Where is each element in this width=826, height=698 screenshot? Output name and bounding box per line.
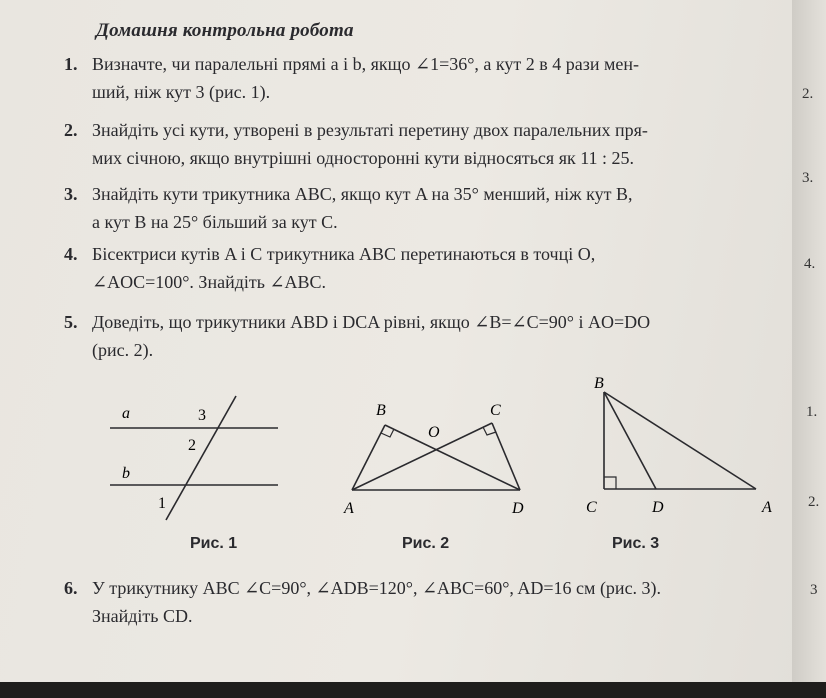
- problem-text-line: Знайдіть усі кути, утворені в результаті перетину двох паралельних пря-: [92, 120, 648, 140]
- problem-4: [64, 240, 595, 296]
- problem-text-line: мих січною, якщо внутрішні односторонні кути відносяться як 11 : 25.: [92, 148, 635, 168]
- segment-BD: [604, 392, 656, 489]
- segment-AB: [352, 425, 385, 490]
- figure-1: [108, 388, 288, 528]
- margin-number: 2.: [808, 494, 820, 510]
- problem-number: 4.: [64, 244, 78, 264]
- label-B: B: [376, 402, 386, 419]
- label-b: b: [122, 465, 130, 482]
- segment-DC: [492, 423, 520, 490]
- margin-number: 3: [810, 582, 818, 598]
- segment-BA: [604, 392, 756, 489]
- problem-text-line: ший, ніж кут 3 (рис. 1).: [92, 82, 271, 102]
- angle-1-label: 1: [158, 495, 166, 512]
- problem-text-line: Визначте, чи паралельні прямі a і b, якщо ∠1=36°, а кут 2 в 4 рази мен-: [92, 54, 640, 74]
- label-B: B: [594, 375, 604, 392]
- margin-number: 3.: [802, 170, 814, 186]
- problem-text-line: Знайдіть кути трикутника ABC, якщо кут A на 35° менший, ніж кут B,: [92, 184, 633, 204]
- right-angle-mark-C: [604, 477, 616, 489]
- margin-number: 2.: [802, 86, 814, 102]
- figure-2: [340, 395, 540, 525]
- label-A: A: [762, 499, 772, 516]
- angle-2-label: 2: [188, 437, 196, 454]
- page-title: Домашня контрольна робота: [96, 20, 354, 41]
- margin-number: 1.: [806, 404, 818, 420]
- figure-1-caption: Рис. 1: [190, 535, 238, 552]
- label-C: C: [490, 402, 501, 419]
- problem-1: [64, 50, 639, 106]
- problem-text-line: а кут B на 25° більший за кут C.: [92, 212, 338, 232]
- problem-3: [64, 180, 632, 236]
- label-D: D: [512, 500, 524, 517]
- problem-text-line: Бісектриси кутів A і C трикутника ABC перетинаються в точці O,: [92, 244, 596, 264]
- label-O: O: [428, 424, 440, 441]
- problem-text-line: У трикутнику ABC ∠C=90°, ∠ADB=120°, ∠ABC=60°, AD=16 см (рис. 3).: [92, 578, 662, 598]
- problem-text-line: Доведіть, що трикутники ABD і DCA рівні, якщо ∠B=∠C=90° і AO=DO: [92, 312, 651, 332]
- problem-text-line: Знайдіть CD.: [92, 606, 193, 626]
- label-D: D: [652, 499, 664, 516]
- problem-text-line: (рис. 2).: [92, 340, 154, 360]
- problem-2: [64, 116, 648, 172]
- label-C: C: [586, 499, 597, 516]
- segment-CA: [352, 423, 492, 490]
- problem-6: [64, 574, 661, 630]
- problem-5: [64, 308, 650, 364]
- figure-2-caption: Рис. 2: [402, 535, 450, 552]
- label-a: a: [122, 405, 130, 422]
- background-surface: [0, 682, 826, 698]
- problem-number: 5.: [64, 312, 78, 332]
- problem-text-line: ∠AOC=100°. Знайдіть ∠ABC.: [92, 272, 327, 292]
- margin-number: 4.: [804, 256, 816, 272]
- angle-3-label: 3: [198, 407, 206, 424]
- label-A: A: [344, 500, 354, 517]
- figure-3-caption: Рис. 3: [612, 535, 660, 552]
- problem-number: 6.: [64, 578, 78, 598]
- figure-3: [580, 372, 780, 522]
- problem-number: 1.: [64, 54, 78, 74]
- segment-BD: [385, 425, 520, 490]
- problem-number: 2.: [64, 120, 78, 140]
- problem-number: 3.: [64, 184, 78, 204]
